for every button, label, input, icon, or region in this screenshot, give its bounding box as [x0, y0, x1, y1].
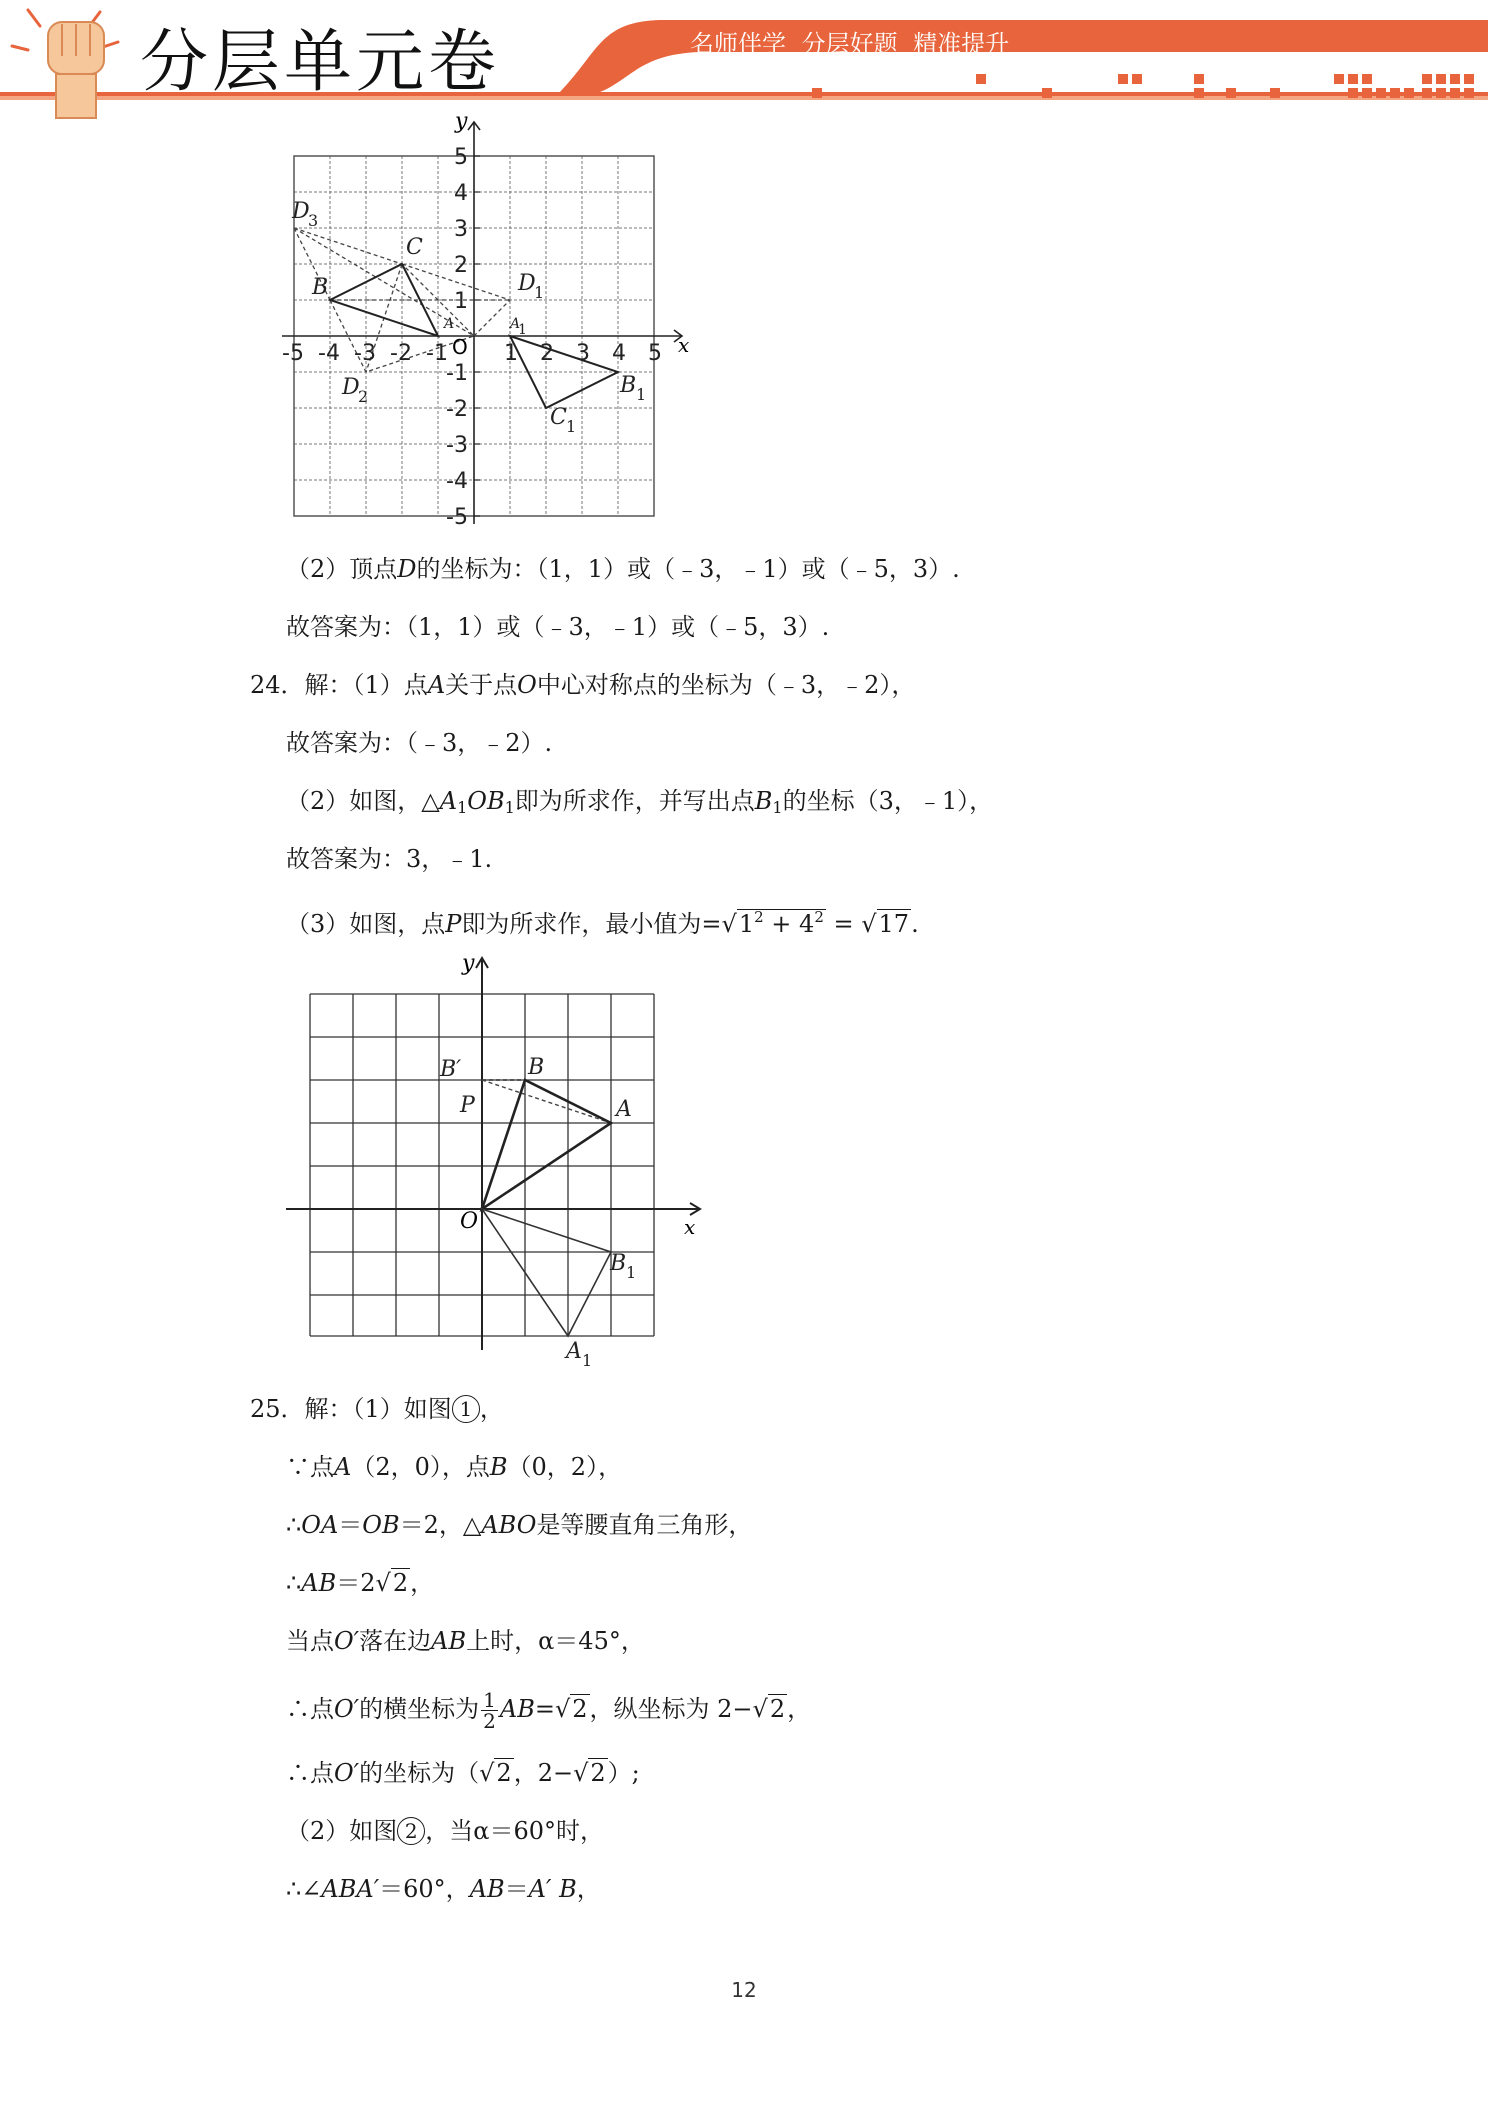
- fig2-origin-label: O: [460, 1209, 479, 1234]
- circled-number: 2: [397, 1817, 425, 1845]
- fig1-x-tick: 2: [540, 341, 554, 366]
- fraction: $\frac{1}{2}$: [483, 1688, 496, 1733]
- sqrt-expression: $√1^2 + 4^2$: [721, 908, 824, 938]
- fig1-sub: 1: [534, 283, 545, 302]
- text-line: ∴点O′的横坐标为 $\frac{1}{2}$ AB=√2，纵坐标为 2−√2，: [286, 1688, 812, 1733]
- fig2-sub: 1: [582, 1351, 593, 1370]
- text-line: 25．解：（1）如图 1 ，: [250, 1395, 504, 1423]
- text-line: （2）顶点D的坐标为：（1，1）或（﹣3，﹣1）或（﹣5，3）.: [286, 555, 960, 583]
- fig1-x-tick: -1: [426, 341, 448, 366]
- fig1-y-tick: -1: [446, 361, 468, 386]
- coordinate-figure-2: [280, 950, 720, 1370]
- sqrt-expression: √2: [573, 1759, 606, 1787]
- fig1-sub: 3: [308, 211, 319, 230]
- fig1-x-tick: -3: [354, 341, 376, 366]
- text-line: ∴OA＝OB＝2，△ABO是等腰直角三角形，: [286, 1511, 753, 1539]
- text-line: 24．解：（1）点A关于点O中心对称点的坐标为（﹣3，﹣2），: [250, 671, 916, 699]
- fig1-label-A1: A: [510, 316, 521, 332]
- text-line: ∴∠ABA′＝60°，AB＝A′ B，: [286, 1875, 601, 1903]
- fig1-y-tick: 2: [454, 253, 468, 278]
- fig1-sub: 1: [636, 385, 647, 404]
- text-line: 当点O′落在边AB上时，α＝45°，: [286, 1627, 645, 1655]
- fig1-y-tick: -2: [446, 397, 468, 422]
- sqrt-expression: √2: [554, 1695, 588, 1723]
- fig1-y-tick: 4: [454, 181, 468, 206]
- fig2-label-B1: B: [610, 1251, 627, 1276]
- fig2-sub: 1: [626, 1263, 637, 1282]
- coordinate-figure-1: [280, 112, 700, 530]
- fig1-origin-label: O: [452, 335, 468, 359]
- fig1-y-tick: -5: [446, 505, 468, 530]
- fig1-x-tick: 1: [504, 341, 518, 366]
- fig1-label-B1: B: [620, 373, 637, 398]
- text-line: 故答案为：3，﹣1.: [286, 845, 493, 873]
- fig1-x-tick: 5: [648, 341, 662, 366]
- text-line: 故答案为：（﹣3，﹣2）.: [286, 729, 553, 757]
- fig2-y-axis-label: y: [462, 951, 475, 976]
- fig2-x-axis-label: x: [684, 1215, 696, 1239]
- header-tagline: 名师伴学 分层好题 精准提升: [690, 30, 1010, 58]
- text-line: ∴AB＝2√2，: [286, 1569, 435, 1597]
- header-title: 分层单元卷: [140, 23, 501, 102]
- fig2-label-P: P: [460, 1093, 475, 1118]
- fig1-x-tick: -4: [318, 341, 340, 366]
- fig1-label-D1: D: [518, 271, 536, 296]
- fig1-sub: 1: [566, 417, 577, 436]
- header-banner: [0, 0, 1488, 130]
- sqrt-expression: √2: [375, 1569, 409, 1597]
- fig1-label-D3: D: [292, 199, 310, 224]
- text-line: ∵点A（2，0），点B（0，2），: [286, 1453, 623, 1481]
- fist-icon: [12, 10, 118, 118]
- text-line: 故答案为：（1，1）或（﹣3，﹣1）或（﹣5，3）.: [286, 613, 830, 641]
- sqrt-expression: √2: [752, 1695, 786, 1723]
- fig1-y-tick: 1: [454, 289, 468, 314]
- fig1-x-tick: 3: [576, 341, 590, 366]
- circled-number: 1: [452, 1395, 480, 1423]
- fig1-y-tick: 5: [454, 145, 468, 170]
- fig1-x-tick: 4: [612, 341, 626, 366]
- fig1-label-C: C: [406, 235, 423, 260]
- fig2-label-B: B: [528, 1055, 545, 1080]
- fig1-label-D2: D: [342, 375, 360, 400]
- text-line: （3）如图，点P即为所求作，最小值为$=√1^2 + 4^2 = √17$.: [286, 902, 919, 939]
- text-line: ∴点O′的坐标为（√2，2−√2）;: [286, 1759, 640, 1787]
- fig1-y-tick: -4: [446, 469, 468, 494]
- sqrt-expression: √17: [861, 910, 910, 938]
- fig2-label-A1: A: [566, 1339, 582, 1364]
- fig1-label-C1: C: [550, 405, 567, 430]
- fig2-label-Bprime: B′: [440, 1057, 462, 1082]
- sqrt-expression: √2: [479, 1759, 512, 1787]
- fig1-y-axis-label: y: [455, 112, 468, 134]
- fig1-sub: 2: [358, 387, 369, 406]
- fig1-y-tick: -3: [446, 433, 468, 458]
- fig1-sub: 1: [518, 322, 527, 338]
- text-line: （2）如图 2 ，当α＝60°时，: [286, 1817, 605, 1845]
- fig1-label-A: A: [444, 316, 455, 332]
- fig1-x-tick: -5: [282, 341, 304, 366]
- text-line: （2）如图，$\triangle A_1OB_1$即为所求作，并写出点$B_1$的坐标（3，﹣1），: [286, 787, 994, 817]
- fig1-y-tick: 3: [454, 217, 468, 242]
- fig1-label-B: B: [312, 275, 329, 300]
- page-number: 12: [731, 1978, 757, 2002]
- fig2-label-A: A: [616, 1097, 632, 1122]
- fig1-x-tick: -2: [390, 341, 412, 366]
- fig1-x-axis-label: x: [678, 333, 690, 357]
